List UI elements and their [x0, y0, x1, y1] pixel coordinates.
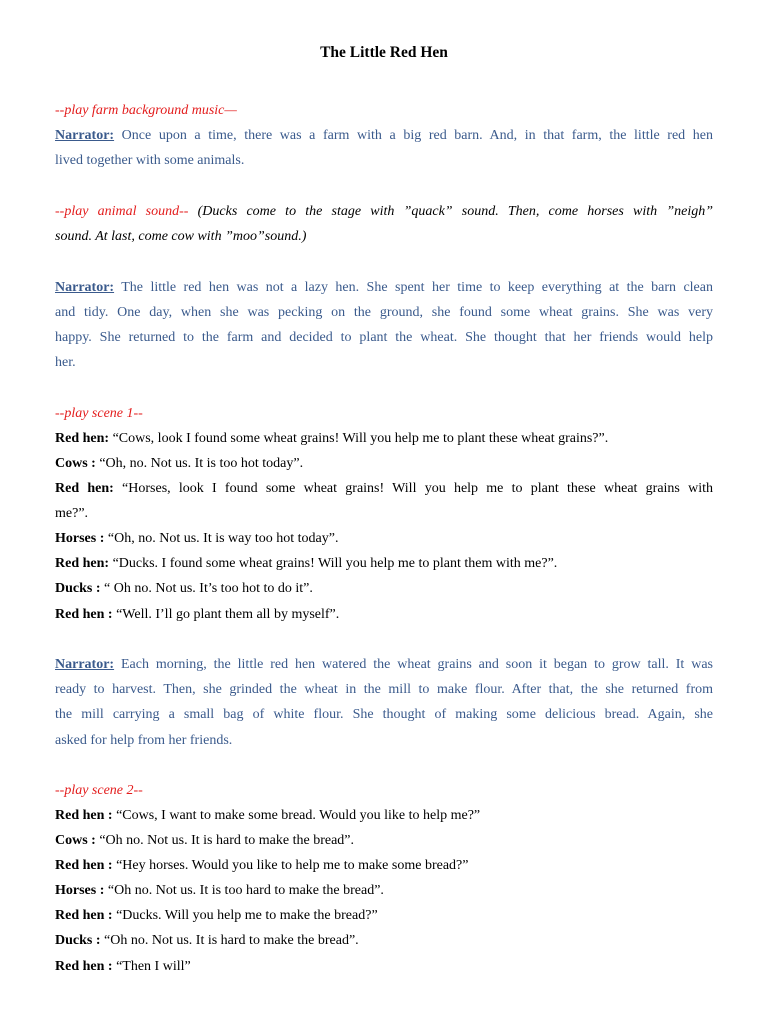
dialogue-text: “Ducks. I found some wheat grains! Will you help me to plant them with me?”.	[109, 556, 558, 571]
stage-cue-scene-1: --play scene 1--	[55, 406, 143, 421]
dialogue-text: “Hey horses. Would you like to help me to make some bread?”	[112, 858, 469, 873]
narration-3-line-4: asked for help from her friends.	[55, 733, 233, 748]
dialogue-text: “Well. I’ll go plant them all by myself”.	[112, 607, 340, 622]
speaker-label: Red hen:	[55, 556, 110, 571]
speaker-label: Red hen :	[55, 959, 113, 974]
dialogue-text: “Ducks. Will you help me to make the bread?”	[112, 908, 378, 923]
narration-1-line-1	[55, 123, 713, 148]
dialogue-text: “Cows, I want to make some bread. Would you like to help me?”	[112, 808, 481, 823]
dialogue-text: “Horses, look I found some wheat grains! Will you help me to plant these wheat grains with	[113, 481, 714, 496]
stage-direction-line-2: sound. At last, come cow with ”moo”sound.)	[55, 229, 307, 244]
narration-2-line-3: happy. She returned to the farm and decided to plant the wheat. She thought that her friends would help	[55, 330, 713, 345]
narration-3-line-1	[55, 652, 713, 677]
speaker-label: Red hen :	[55, 808, 113, 823]
dialogue-text: “Oh no. Not us. It is hard to make the bread”.	[95, 833, 354, 848]
stage-cue-music: --play farm background music—	[55, 103, 237, 118]
narration-2-line-2: and tidy. One day, when she was pecking on the ground, she found some wheat grains. She was very	[55, 305, 713, 320]
stage-cue-animal-sound	[55, 199, 713, 224]
dialogue-line	[55, 576, 713, 601]
narrator-label: Narrator:	[55, 657, 115, 672]
narration-3-line-3: the mill carrying a small bag of white flour. She thought of making some delicious bread. Again, she	[55, 707, 713, 722]
stage-direction: (Ducks come to the stage with ”quack” sound. Then, come horses with ”neigh”	[188, 204, 713, 219]
dialogue-continuation: me?”.	[55, 506, 89, 521]
narrator-label: Narrator:	[55, 280, 115, 295]
speaker-label: Horses :	[55, 883, 105, 898]
speaker-label: Horses :	[55, 531, 105, 546]
dialogue-line	[55, 903, 713, 928]
speaker-label: Cows :	[55, 456, 96, 471]
dialogue-line	[55, 476, 713, 501]
dialogue-line	[55, 526, 713, 551]
dialogue-line	[55, 426, 713, 451]
narration-3-line-2: ready to harvest. Then, she grinded the wheat in the mill to make flour. After that, the she returned from	[55, 682, 713, 697]
narration-2-line-1	[55, 275, 713, 300]
speaker-label: Cows :	[55, 833, 96, 848]
stage-cue-scene-2: --play scene 2--	[55, 783, 143, 798]
dialogue-line	[55, 602, 713, 627]
speaker-label: Ducks :	[55, 933, 101, 948]
narration-text: Each morning, the little red hen watered the wheat grains and soon it began to grow tall. It was	[114, 657, 713, 672]
speaker-label: Ducks :	[55, 581, 101, 596]
dialogue-line	[55, 828, 713, 853]
narration-text: Once upon a time, there was a farm with a big red barn. And, in that farm, the little red hen	[114, 128, 713, 143]
dialogue-line	[55, 878, 713, 903]
speaker-label: Red hen :	[55, 607, 113, 622]
dialogue-line	[55, 803, 713, 828]
dialogue-text: “Then I will”	[112, 959, 191, 974]
dialogue-line	[55, 451, 713, 476]
speaker-label: Red hen :	[55, 858, 113, 873]
dialogue-line	[55, 853, 713, 878]
dialogue-line	[55, 928, 713, 953]
narrator-label: Narrator:	[55, 128, 115, 143]
speaker-label: Red hen :	[55, 908, 113, 923]
dialogue-text: “Oh no. Not us. It is hard to make the bread”.	[100, 933, 359, 948]
dialogue-text: “Oh, no. Not us. It is too hot today”.	[95, 456, 304, 471]
dialogue-text: “Cows, look I found some wheat grains! Will you help me to plant these wheat grains?”.	[109, 431, 609, 446]
dialogue-text: “ Oh no. Not us. It’s too hot to do it”.	[100, 581, 313, 596]
narration-text: The little red hen was not a lazy hen. She spent her time to keep everything at the barn clean	[114, 280, 713, 295]
page-title: The Little Red Hen	[320, 44, 448, 61]
dialogue-text: “Oh no. Not us. It is too hard to make the bread”.	[104, 883, 384, 898]
narration-2-line-4: her.	[55, 355, 76, 370]
narration-1-line-2: lived together with some animals.	[55, 153, 245, 168]
cue-text: --play animal sound--	[55, 204, 189, 219]
dialogue-line	[55, 954, 713, 979]
speaker-label: Red hen:	[55, 431, 110, 446]
dialogue-line	[55, 551, 713, 576]
dialogue-text: “Oh, no. Not us. It is way too hot today”.	[104, 531, 339, 546]
speaker-label: Red hen:	[55, 481, 114, 496]
